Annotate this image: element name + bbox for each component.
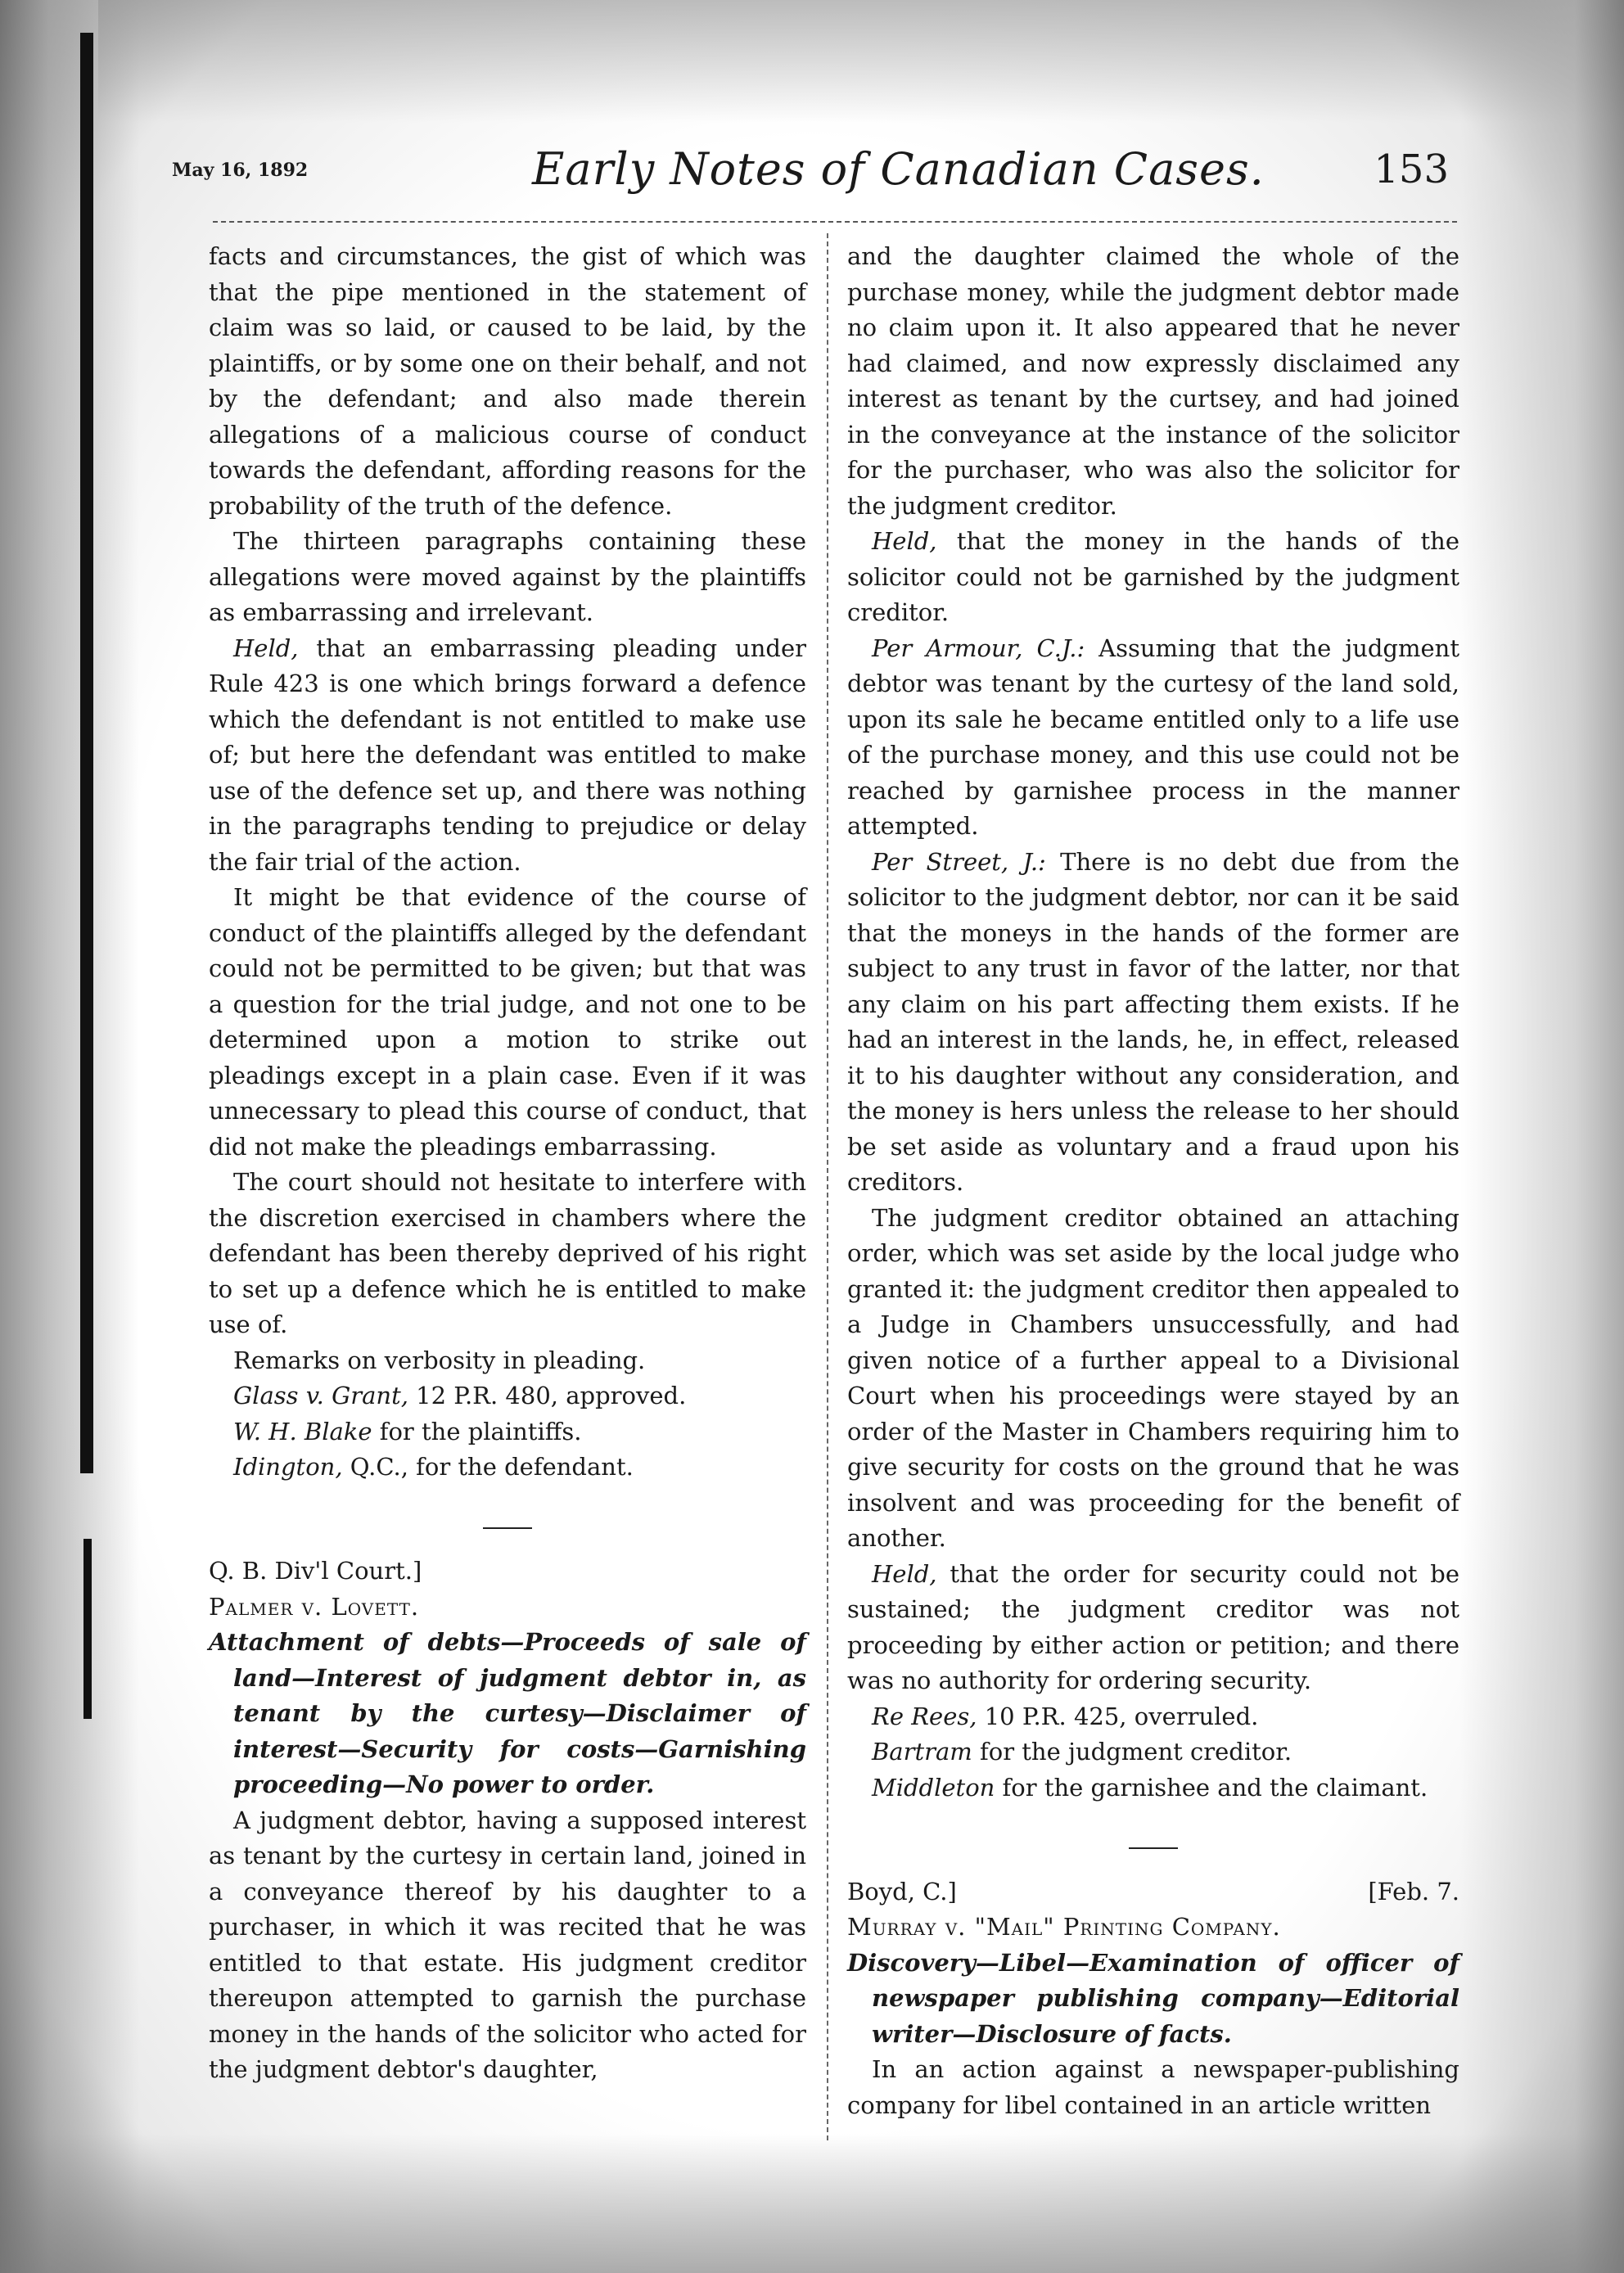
paragraph: The thirteen paragraphs containing these allegations were moved against by the plaintiffs as embarrassing and irrelevant. bbox=[209, 527, 806, 626]
counsel-name: Idington, bbox=[233, 1453, 343, 1481]
headnote: Attachment of debts—Proceeds of sale of land—Interest of judgment debtor in, as tenant by the curtesy—Disclaimer of interest—Security for costs—Garnishing proceeding—No power to order. bbox=[209, 1628, 806, 1798]
held-text: that an embarrassing pleading under Rule 423 is one which brings forward a defence which the defendant is not entitled to make use of; but here the defendant was entitled to make use of the defence set up, and there was nothing in the paragraphs tending to prejudice or delay the fair trial of the action. bbox=[209, 634, 806, 876]
opinion-paragraph bbox=[847, 845, 1459, 1201]
paragraph: It might be that evidence of the course of conduct of the plaintiffs alleged by the defendant could not be permitted to be given; but that was a question for the trial judge, and not one to be determined upon a motion to strike out pleadings except in a plain case. Even if it was unnecessary to plead this course of conduct, that did not make the pleadings embarrassing. bbox=[209, 883, 806, 1161]
held-label: Held, bbox=[233, 634, 299, 662]
remarks-line: Remarks on verbosity in pleading. bbox=[233, 1346, 646, 1374]
scan-shadow-bottom bbox=[0, 2134, 1624, 2273]
right-column bbox=[847, 239, 1459, 2123]
counsel-line bbox=[847, 1770, 1459, 1806]
paragraph: facts and circumstances, the gist of which was that the pipe mentioned in the statement of claim was so laid, or caused to be laid, by the plaintiffs, or by some one on their behalf, and not by the defendant; and also made therein allegations of a malicious course of conduct towards the defendant, affording reasons for the probability of the truth of the defence. bbox=[209, 242, 806, 520]
held-label: Held, bbox=[872, 527, 937, 555]
citation-case: Re Rees, bbox=[872, 1702, 977, 1730]
paragraph: The court should not hesitate to interfere with the discretion exercised in chambers where the defendant has been thereby deprived of his right to set up a defence which he is entitled to make use of. bbox=[209, 1168, 806, 1338]
counsel-role: Q.C., for the defendant. bbox=[342, 1453, 634, 1481]
running-header bbox=[172, 143, 1449, 201]
paragraph: The judgment creditor obtained an attaching order, which was set aside by the local judge who granted it: the judgment creditor then appealed to a Judge in Chambers unsuccessfully, and had given notice of a further appeal to a Divisional Court when his proceedings were stayed by an order of the Master in Chambers requiring him to give security for costs on the ground that he was insolvent and was proceeding for the benefit of another. bbox=[847, 1203, 1459, 1552]
header-title: Early Notes of Canadian Cases. bbox=[532, 143, 1265, 195]
binding-edge bbox=[80, 33, 93, 1473]
column-divider bbox=[827, 233, 828, 2140]
section-separator bbox=[847, 1824, 1459, 1860]
held-paragraph bbox=[209, 631, 806, 881]
opinion-paragraph bbox=[847, 631, 1459, 845]
citation-text: 12 P.R. 480, approved. bbox=[408, 1382, 687, 1409]
section-separator bbox=[209, 1504, 806, 1540]
citation-text: 10 P.R. 425, overruled. bbox=[977, 1702, 1259, 1730]
counsel-role: for the garnishee and the claimant. bbox=[995, 1773, 1428, 1802]
headnote: Discovery—Libel—Examination of officer of newspaper publishing company—Editorial writer—Disclosure of facts. bbox=[847, 1948, 1459, 2048]
case-title: Palmer v. Lovett. bbox=[209, 1592, 420, 1621]
counsel-name: W. H. Blake bbox=[233, 1417, 372, 1445]
counsel-line bbox=[847, 1734, 1459, 1770]
header-rule bbox=[213, 221, 1457, 223]
court-line: Q. B. Div'l Court.] bbox=[209, 1557, 422, 1585]
left-column bbox=[209, 239, 806, 2088]
paragraph: In an action against a newspaper-publishing company for libel contained in an article written bbox=[847, 2055, 1459, 2119]
citation-line bbox=[209, 1378, 806, 1414]
page-number: 153 bbox=[1374, 147, 1449, 192]
scan-shadow-top bbox=[98, 0, 1624, 123]
opinion-judge: Per Street, J.: bbox=[872, 847, 1046, 876]
opinion-text: Assuming that the judgment debtor was tenant by the curtesy of the land sold, upon its sale he became entitled only to a life use of the purchase money, and this use could not be reached by garnishee process in the manner attempted. bbox=[847, 634, 1459, 840]
counsel-role: for the plaintiffs. bbox=[372, 1417, 582, 1445]
held-paragraph bbox=[847, 1557, 1459, 1699]
counsel-line bbox=[209, 1414, 806, 1450]
counsel-line bbox=[209, 1450, 806, 1486]
held-label: Held, bbox=[872, 1559, 937, 1588]
held-text: that the order for security could not be sustained; the judgment creditor was not proceeding by either action or petition; and there was no authority for ordering security. bbox=[847, 1559, 1459, 1694]
header-date: May 16, 1892 bbox=[172, 160, 309, 181]
binding-edge-lower bbox=[83, 1539, 92, 1719]
counsel-name: Bartram bbox=[872, 1738, 972, 1766]
citation-line bbox=[847, 1699, 1459, 1735]
court-line bbox=[847, 1874, 1459, 1910]
held-paragraph bbox=[847, 524, 1459, 631]
scan-shadow-left bbox=[0, 0, 139, 2273]
paragraph: A judgment debtor, having a supposed interest as tenant by the curtesy in certain land, joined in a conveyance thereof by his daughter to a purchaser, in which it was recited that he was entitled to that estate. His judgment creditor thereupon attempted to garnish the purchase money in the hands of the solicitor who acted for the judgment debtor's daughter, bbox=[209, 1806, 806, 2083]
opinion-judge: Per Armour, C.J.: bbox=[872, 634, 1085, 662]
case-title: Murray v. "Mail" Printing Company. bbox=[847, 1913, 1281, 1941]
court-date: [Feb. 7. bbox=[1368, 1877, 1459, 1905]
held-text: that the money in the hands of the solicitor could not be garnished by the judgment creditor. bbox=[847, 527, 1459, 626]
court-name: Boyd, C.] bbox=[847, 1877, 957, 1905]
citation-case: Glass v. Grant, bbox=[233, 1382, 408, 1409]
scan-shadow-right bbox=[1460, 0, 1624, 2273]
paragraph: and the daughter claimed the whole of the purchase money, while the judgment debtor made no claim upon it. It also appeared that he never had claimed, and now expressly disclaimed any interest as tenant by the curtsey, and had joined in the conveyance at the instance of the solicitor for the purchaser, who was also the solicitor for the judgment creditor. bbox=[847, 242, 1459, 520]
counsel-role: for the judgment creditor. bbox=[972, 1738, 1292, 1766]
opinion-text: There is no debt due from the solicitor to the judgment debtor, nor can it be said that the moneys in the hands of the former are subject to any trust in favor of the latter, nor that any claim on his part affecting them exists. If he had an interest in the lands, he, in effect, released it to his daughter without any consideration, and the money is hers unless the release to her should be set aside as voluntary and a fraud upon his creditors. bbox=[847, 847, 1459, 1196]
counsel-name: Middleton bbox=[872, 1773, 995, 1802]
